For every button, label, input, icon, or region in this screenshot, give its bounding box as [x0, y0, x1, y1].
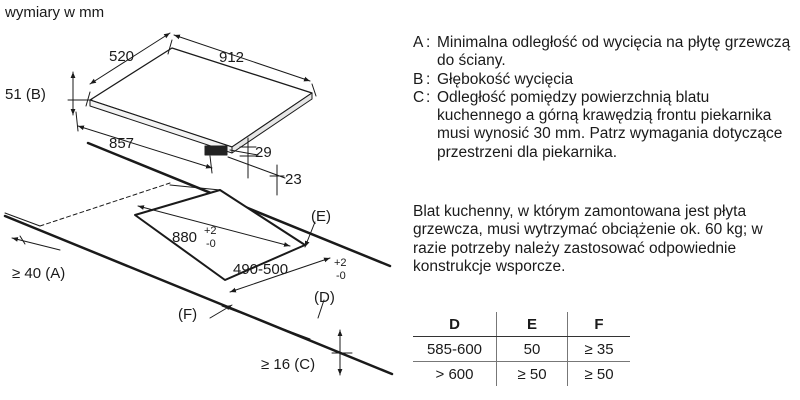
legend-notes — [413, 34, 793, 162]
note-key: A — [413, 34, 424, 51]
dim-A-line — [12, 238, 60, 250]
label-A: ≥ 40 (A) — [12, 265, 66, 282]
cooktop-drawing — [68, 33, 316, 195]
table-cell: ≥ 50 — [497, 362, 568, 387]
units-label: wymiary w mm — [5, 4, 105, 21]
label-F: (F) — [178, 306, 198, 323]
note-text: Głębokość wycięcia — [437, 70, 574, 88]
dim-23-label: 23 — [285, 171, 302, 188]
cutout-depth-label: 490-500 — [233, 261, 289, 278]
label-D: (D) — [314, 289, 335, 306]
cutout-width-tol-minus: -0 — [206, 238, 216, 250]
dim-F-line — [210, 305, 232, 318]
note-text: Minimalna odległość od wycięcia na płytę grzewczą do ściany. — [437, 34, 791, 70]
load-paragraph: Blat kuchenny, w którym zamontowana jest płyta grzewcza, musi wytrzymać obciążenie ok. 60 kg; w razie potrzeby należy zastosować odpowiednie konstrukcje wsporcze. — [413, 203, 763, 275]
note-C: C : Odległość pomiędzy powierzchnią blatu kuchennego a górną krawędzią frontu piekarnika musi wynosić 30 mm. Patrz wymagania dotyczące przestrzeni dla piekarnika. — [413, 89, 793, 162]
label-C: ≥ 16 (C) — [261, 356, 316, 373]
note-B: B : Głębokość wycięcia — [413, 71, 793, 89]
table-cell: > 600 — [413, 362, 497, 387]
table-header-E: E — [497, 312, 568, 337]
table-header-row — [413, 312, 630, 337]
cutout-width-tol-plus: +2 — [204, 225, 217, 237]
note-A: A : Minimalna odległość od wycięcia na płytę grzewczą do ściany. — [413, 34, 793, 71]
table-cell: ≥ 35 — [584, 340, 614, 358]
note-text: Odległość pomiędzy powierzchnią blatu kuchennego a górną krawędzią frontu piekarnika musi wynosić 30 mm. Patrz wymagania dotyczące przestrzeni dla piekarnika. — [437, 88, 783, 161]
note-key: B — [413, 70, 424, 88]
table-cell: ≥ 50 — [568, 362, 631, 387]
cutout-depth-tol-minus: -0 — [336, 270, 346, 282]
cutout-width-label: 880 — [172, 229, 198, 246]
table-header-D: D — [413, 312, 497, 337]
dim-857-label: 857 — [109, 135, 135, 152]
dim-B-label: 51 (B) — [5, 86, 46, 103]
clearance-table — [413, 312, 630, 386]
note-key: C — [413, 88, 425, 106]
cooktop-body — [205, 146, 227, 155]
dim-29-label: 29 — [255, 144, 272, 161]
table-row — [413, 362, 630, 387]
table-header-F: F — [568, 312, 631, 337]
label-E: (E) — [311, 208, 331, 225]
dim-width-label: 912 — [219, 49, 245, 66]
table-cell: 50 — [497, 337, 568, 362]
dim-depth-label: 520 — [109, 48, 135, 65]
table-cell: 585-600 — [413, 337, 497, 362]
table-row — [413, 337, 630, 362]
cutout-depth-tol-plus: +2 — [334, 257, 347, 269]
